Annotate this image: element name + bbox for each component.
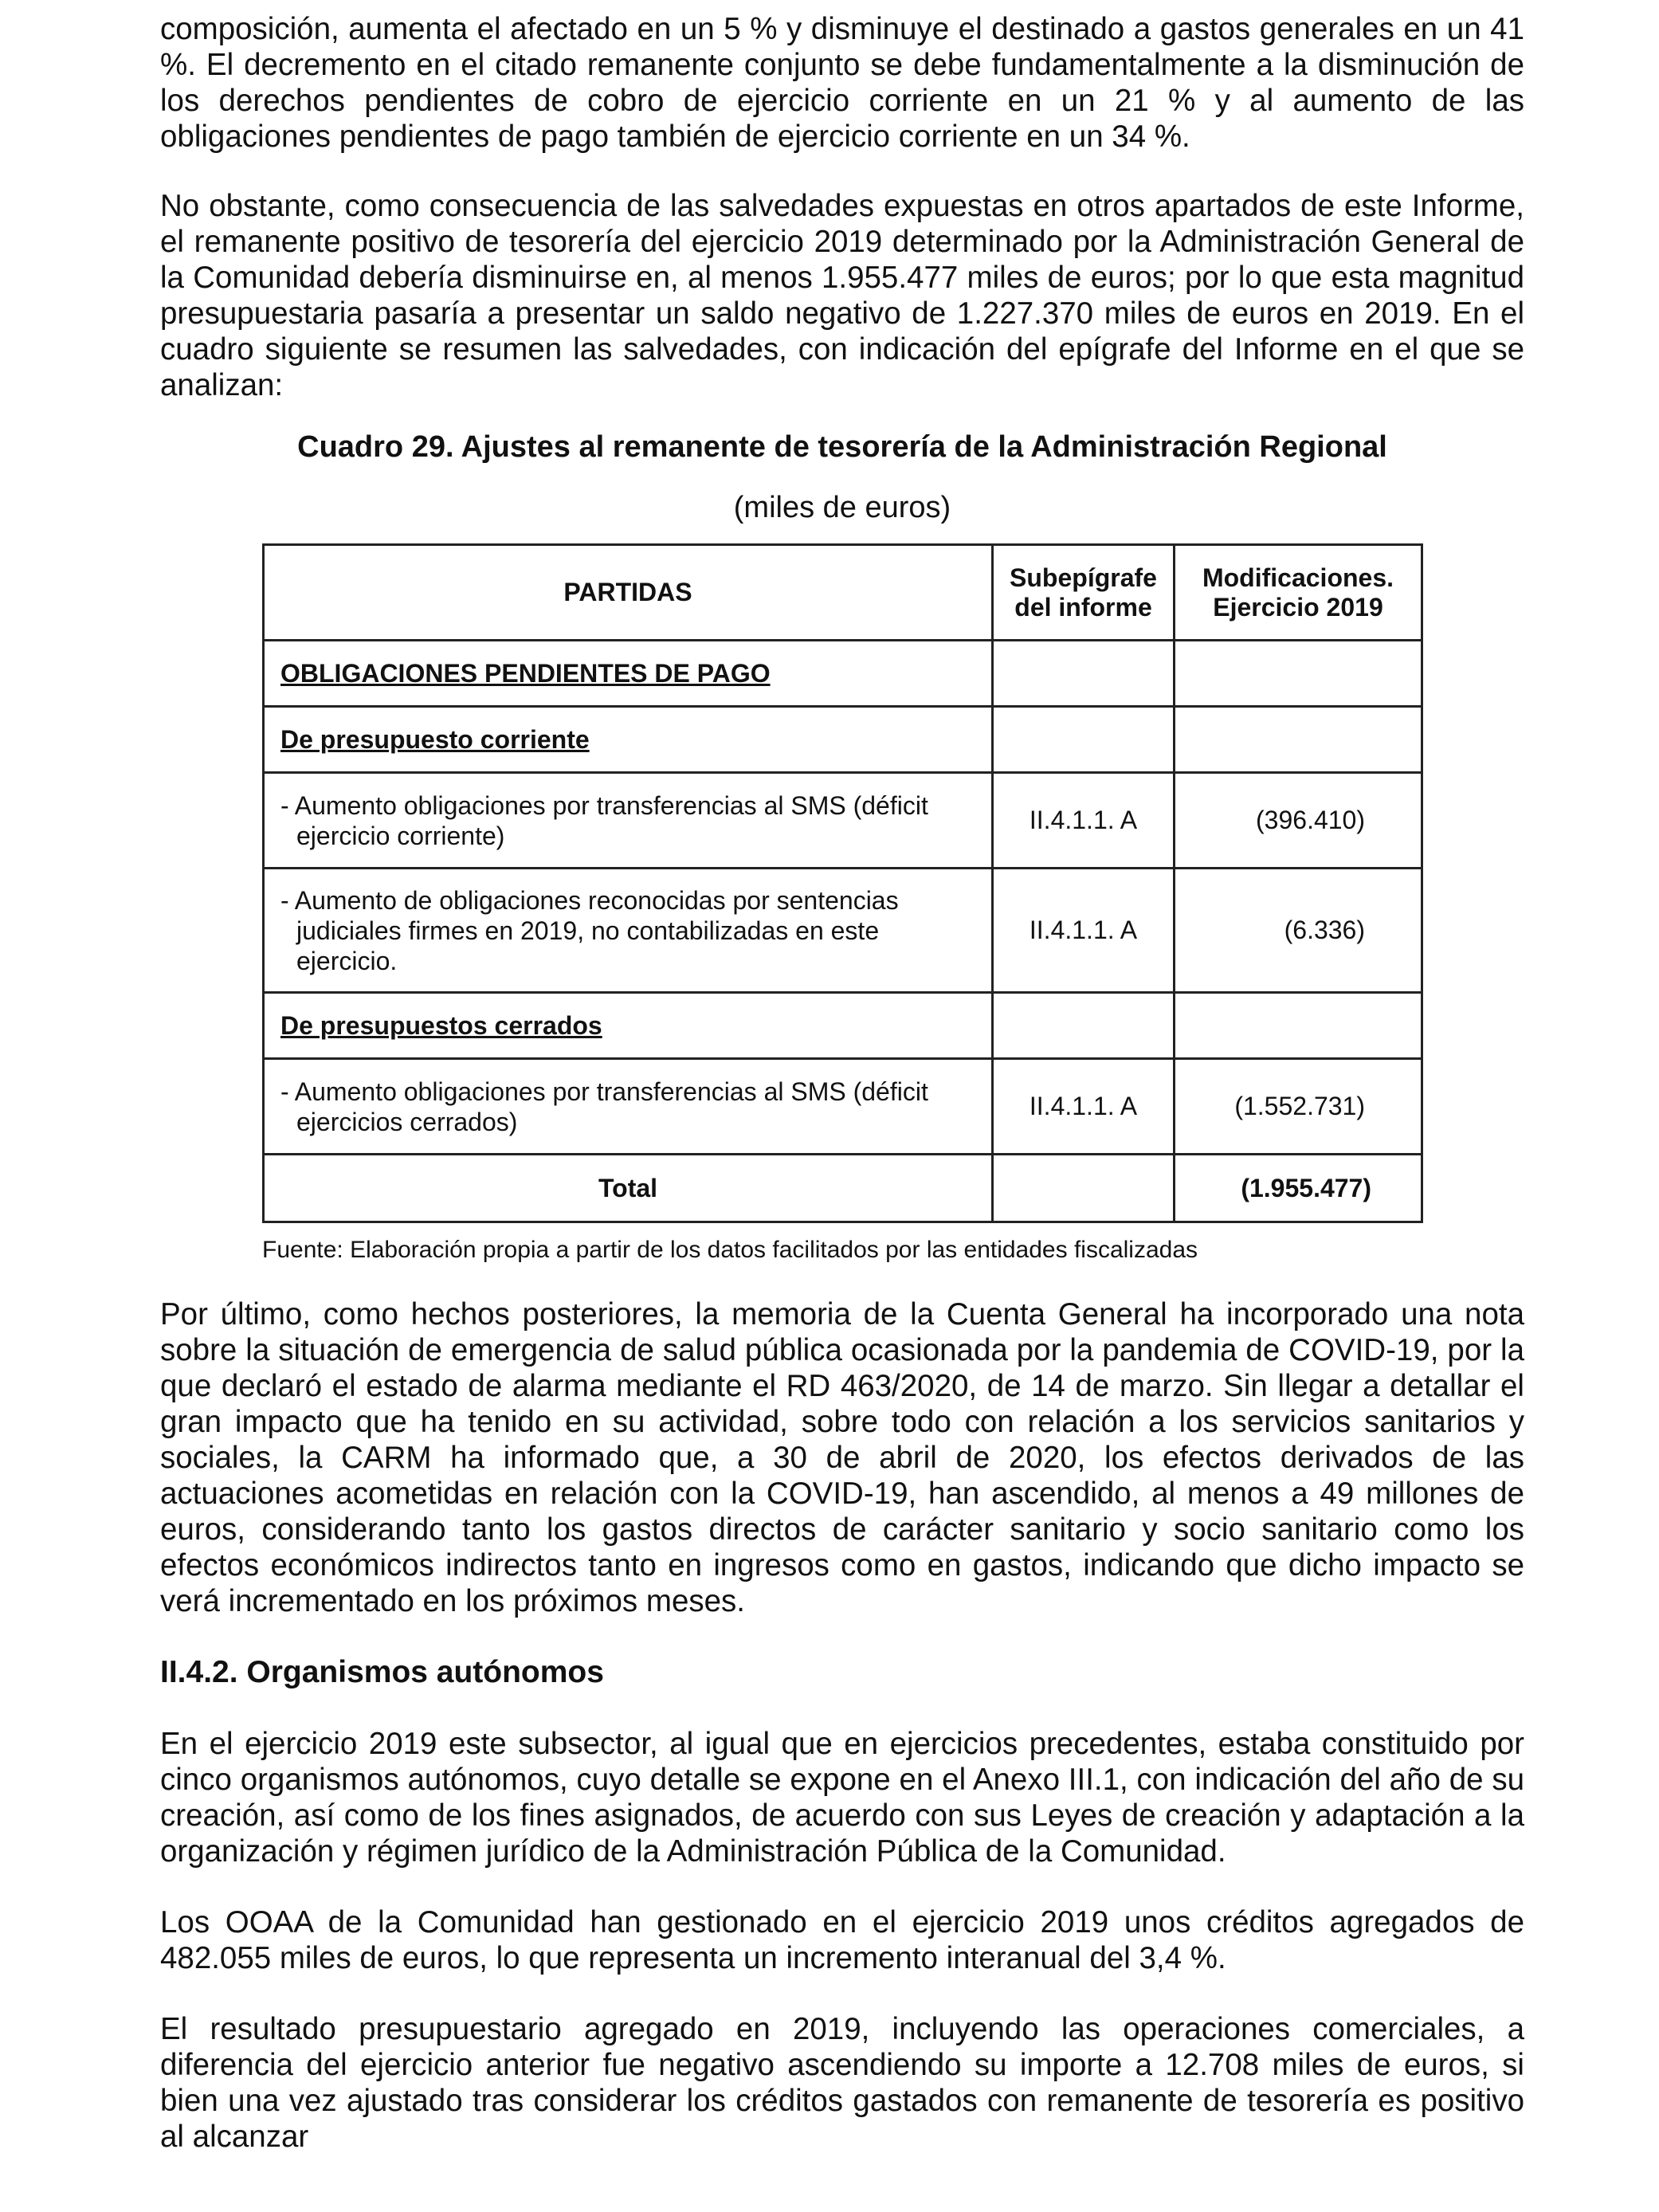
empty-cell (993, 1155, 1175, 1222)
row2-amount: (6.336) (1175, 869, 1422, 993)
paragraph-resultado: El resultado presupuestario agregado en 2019, incluyendo las operaciones comerciales, a diferencia del ejercicio anterior fue negativo ascendiendo su importe a 12.708 miles de euros, si bien una vez ajustado tras considerar los créditos gastados con remanente de tesorería es positivo al alcanzar (160, 2012, 1524, 2154)
subsection-presupuestos-cerrados: De presupuestos cerrados (264, 993, 993, 1059)
row3-amount: (1.552.731) (1175, 1059, 1422, 1155)
row2-ref: II.4.1.1. A (993, 869, 1175, 993)
row1-description (264, 773, 993, 869)
empty-cell (993, 993, 1175, 1059)
empty-cell (1175, 993, 1422, 1059)
section-obligaciones: OBLIGACIONES PENDIENTES DE PAGO (264, 641, 993, 707)
adjustments-table (262, 543, 1423, 1223)
section-heading-organismos: II.4.2. Organismos autónomos (160, 1655, 604, 1689)
table-row (264, 773, 1422, 869)
header-subepigrafe-line2: del informe (1014, 592, 1152, 622)
empty-cell (993, 641, 1175, 707)
header-modificaciones-line1: Modificaciones. (1202, 563, 1394, 592)
table-source: Fuente: Elaboración propia a partir de los datos facilitados por las entidades fiscalizadas (262, 1237, 1198, 1263)
paragraph-creditos: Los OOAA de la Comunidad han gestionado en el ejercicio 2019 unos créditos agregados de 482.055 miles de euros, lo que representa un incremento interanual del 3,4 %. (160, 1905, 1524, 1975)
header-partidas: PARTIDAS (264, 545, 993, 641)
total-label: Total (264, 1155, 993, 1222)
row1-ref: II.4.1.1. A (993, 773, 1175, 869)
row1-amount: (396.410) (1175, 773, 1422, 869)
paragraph-remanente-composicion: composición, aumenta el afectado en un 5 % y disminuye el destinado a gastos generales en un 41 %. El decremento en el citado remanente conjunto se debe fundamentalmente a la disminución de los derechos pendientes de cobro de ejercicio corriente en un 21 % y al aumento de las obligaciones pendientes de pago también de ejercicio corriente en un 34 %. (160, 12, 1524, 154)
row3-line1: - Aumento obligaciones por transferencias al SMS (déficit (280, 1077, 928, 1106)
paragraph-hechos-posteriores: Por último, como hechos posteriores, la memoria de la Cuenta General ha incorporado una nota sobre la situación de emergencia de salud pública ocasionada por la pandemia de COVID-19, por la que declaró el estado de alarma mediante el RD 463/2020, de 14 de marzo. Sin llegar a detallar el gran impacto que ha tenido en su actividad, sobre todo con relación a los servicios sanitarios y sociales, la CARM ha informado que, a 30 de abril de 2020, los efectos derivados de las actuaciones acometidas en relación con la COVID-19, han ascendido, al menos a 49 millones de euros, considerando tanto los gastos directos de carácter sanitario y socio sanitario como los efectos económicos indirectos tanto en ingresos como en gastos, indicando que dicho impacto se verá incrementado en los próximos meses. (160, 1297, 1524, 1618)
table-row (264, 869, 1422, 993)
row3-ref: II.4.1.1. A (993, 1059, 1175, 1155)
row1-line2: ejercicio corriente) (296, 821, 505, 850)
table-row-subsection-current (264, 707, 1422, 773)
table-title: Cuadro 29. Ajustes al remanente de tesorería de la Administración Regional (297, 430, 1387, 464)
table-unit: (miles de euros) (733, 491, 951, 524)
row2-line3: ejercicio. (296, 946, 398, 975)
row3-description (264, 1059, 993, 1155)
table-row-section-main (264, 641, 1422, 707)
header-modificaciones (1175, 545, 1422, 641)
header-subepigrafe (993, 545, 1175, 641)
header-modificaciones-line2: Ejercicio 2019 (1213, 592, 1383, 622)
paragraph-subsector: En el ejercicio 2019 este subsector, al igual que en ejercicios precedentes, estaba constituido por cinco organismos autónomos, cuyo detalle se expone en el Anexo III.1, con indicación del año de su creación, así como de los fines asignados, de acuerdo con sus Leyes de creación y adaptación a la organización y régimen jurídico de la Administración Pública de la Comunidad. (160, 1727, 1524, 1869)
total-amount: (1.955.477) (1175, 1155, 1422, 1222)
empty-cell (1175, 707, 1422, 773)
empty-cell (1175, 641, 1422, 707)
row2-line1: - Aumento de obligaciones reconocidas por sentencias (280, 885, 899, 915)
empty-cell (993, 707, 1175, 773)
paragraph-salvedades: No obstante, como consecuencia de las salvedades expuestas en otros apartados de este Informe, el remanente positivo de tesorería del ejercicio 2019 determinado por la Administración General de la Comunidad debería disminuirse en, al menos 1.955.477 miles de euros; por lo que esta magnitud presupuestaria pasaría a presentar un saldo negativo de 1.227.370 miles de euros en 2019. En el cuadro siguiente se resumen las salvedades, con indicación del epígrafe del Informe en el que se analizan: (160, 189, 1524, 402)
table-row-subsection-closed (264, 993, 1422, 1059)
row2-description (264, 869, 993, 993)
table-header-row (264, 545, 1422, 641)
header-subepigrafe-line1: Subepígrafe (1010, 563, 1157, 592)
row2-line2: judiciales firmes en 2019, no contabilizadas en este (296, 916, 880, 945)
table-row (264, 1059, 1422, 1155)
subsection-presupuesto-corriente: De presupuesto corriente (264, 707, 993, 773)
table-total-row (264, 1155, 1422, 1222)
row1-line1: - Aumento obligaciones por transferencias al SMS (déficit (280, 790, 928, 820)
document-page (160, 11, 1524, 2155)
row3-line2: ejercicios cerrados) (296, 1107, 518, 1136)
